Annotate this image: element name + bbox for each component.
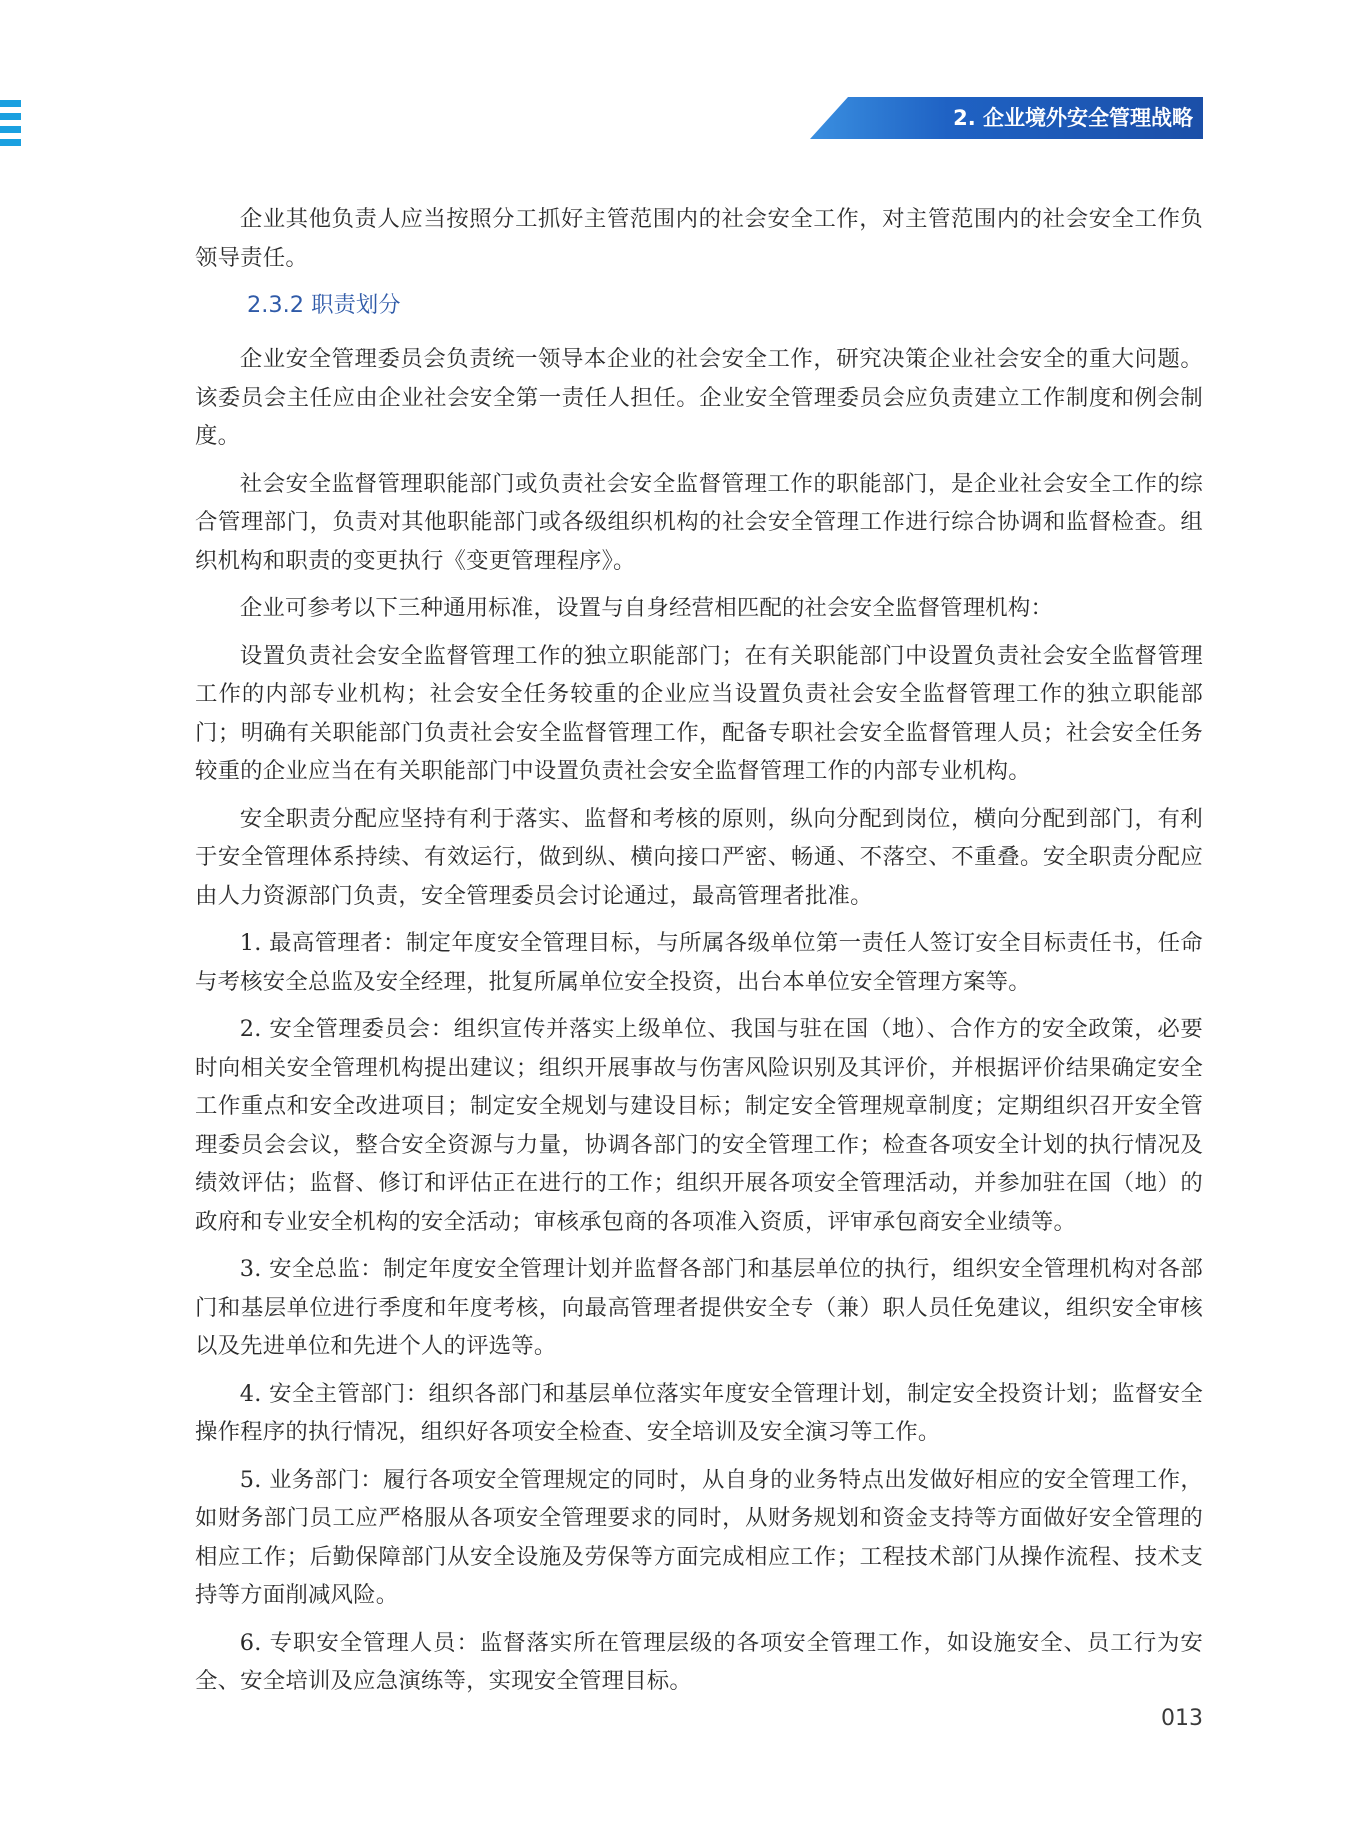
chapter-title: 2. 企业境外安全管理战略 bbox=[953, 106, 1193, 130]
list-item: 4. 安全主管部门：组织各部门和基层单位落实年度安全管理计划，制定安全投资计划；监督安全操作程序的执行情况，组织好各项安全检查、安全培训及安全演习等工作。 bbox=[195, 1380, 1203, 1445]
paragraph: 企业安全管理委员会负责统一领导本企业的社会安全工作，研究决策企业社会安全的重大问题。该委员会主任应由企业社会安全第一责任人担任。企业安全管理委员会应负责建立工作制度和例会制度。 bbox=[195, 346, 1203, 449]
side-bar bbox=[0, 100, 21, 107]
paragraph: 安全职责分配应坚持有利于落实、监督和考核的原则，纵向分配到岗位，横向分配到部门，有利于安全管理体系持续、有效运行，做到纵、横向接口严密、畅通、不落空、不重叠。安全职责分配应由人力资源部门负责，安全管理委员会讨论通过，最高管理者批准。 bbox=[195, 805, 1203, 909]
chapter-banner bbox=[810, 97, 1203, 139]
list-item: 5. 业务部门：履行各项安全管理规定的同时，从自身的业务特点出发做好相应的安全管理工作，如财务部门员工应严格服从各项安全管理要求的同时，从财务规划和资金支持等方面做好安全管理的相应工作；后勤保障部门从安全设施及劳保等方面完成相应工作；工程技术部门从操作流程、技术支持等方面削减风险。 bbox=[195, 1466, 1203, 1608]
paragraph: 企业可参考以下三种通用标准，设置与自身经营相匹配的社会安全监督管理机构： bbox=[239, 595, 1054, 621]
side-bar bbox=[0, 126, 21, 133]
list-item: 3. 安全总监：制定年度安全管理计划并监督各部门和基层单位的执行，组织安全管理机构对各部门和基层单位进行季度和年度考核，向最高管理者提供安全专（兼）职人员任免建议，组织安全审核以及先进单位和先进个人的评选等。 bbox=[195, 1256, 1203, 1359]
list-item: 6. 专职安全管理人员：监督落实所在管理层级的各项安全管理工作，如设施安全、员工行为安全、安全培训及应急演练等，实现安全管理目标。 bbox=[195, 1629, 1203, 1694]
list-item: 2. 安全管理委员会：组织宣传并落实上级单位、我国与驻在国（地）、合作方的安全政策，必要时向相关安全管理机构提出建议；组织开展事故与伤害风险识别及其评价，并根据评价结果确定安全工作重点和安全改进项目；制定安全规划与建设目标；制定安全管理规章制度；定期组织召开安全管理委员会会议，整合安全资源与力量，协调各部门的安全管理工作；检查各项安全计划的执行情况及绩效评估；监督、修订和评估正在进行的工作；组织开展各项安全管理活动，并参加驻在国（地）的政府和专业安全机构的安全活动；审核承包商的各项准入资质，评审承包商安全业绩等。 bbox=[195, 1016, 1203, 1235]
paragraph: 社会安全监督管理职能部门或负责社会安全监督管理工作的职能部门，是企业社会安全工作的综合管理部门，负责对其他职能部门或各级组织机构的社会安全管理工作进行综合协调和监督检查。组织机构和职责的变更执行《变更管理程序》。 bbox=[195, 470, 1203, 574]
side-bar bbox=[0, 113, 21, 120]
paragraph: 设置负责社会安全监督管理工作的独立职能部门；在有关职能部门中设置负责社会安全监督管理工作的内部专业机构；社会安全任务较重的企业应当设置负责社会安全监督管理工作的独立职能部门；明确有关职能部门负责社会安全监督管理工作，配备专职社会安全监督管理人员；社会安全任务较重的企业应当在有关职能部门中设置负责社会安全监督管理工作的内部专业机构。 bbox=[195, 642, 1203, 784]
side-bar bbox=[0, 139, 21, 146]
page-content bbox=[195, 200, 1203, 1710]
side-decoration-bars bbox=[0, 100, 21, 152]
section-heading: 2.3.2 职责划分 bbox=[247, 292, 401, 318]
page-number: 013 bbox=[1161, 1706, 1203, 1731]
list-item: 1. 最高管理者：制定年度安全管理目标，与所属各级单位第一责任人签订安全目标责任书，任命与考核安全总监及安全经理，批复所属单位安全投资，出台本单位安全管理方案等。 bbox=[195, 930, 1203, 995]
intro-paragraph: 企业其他负责人应当按照分工抓好主管范围内的社会安全工作，对主管范围内的社会安全工作负领导责任。 bbox=[195, 206, 1203, 271]
